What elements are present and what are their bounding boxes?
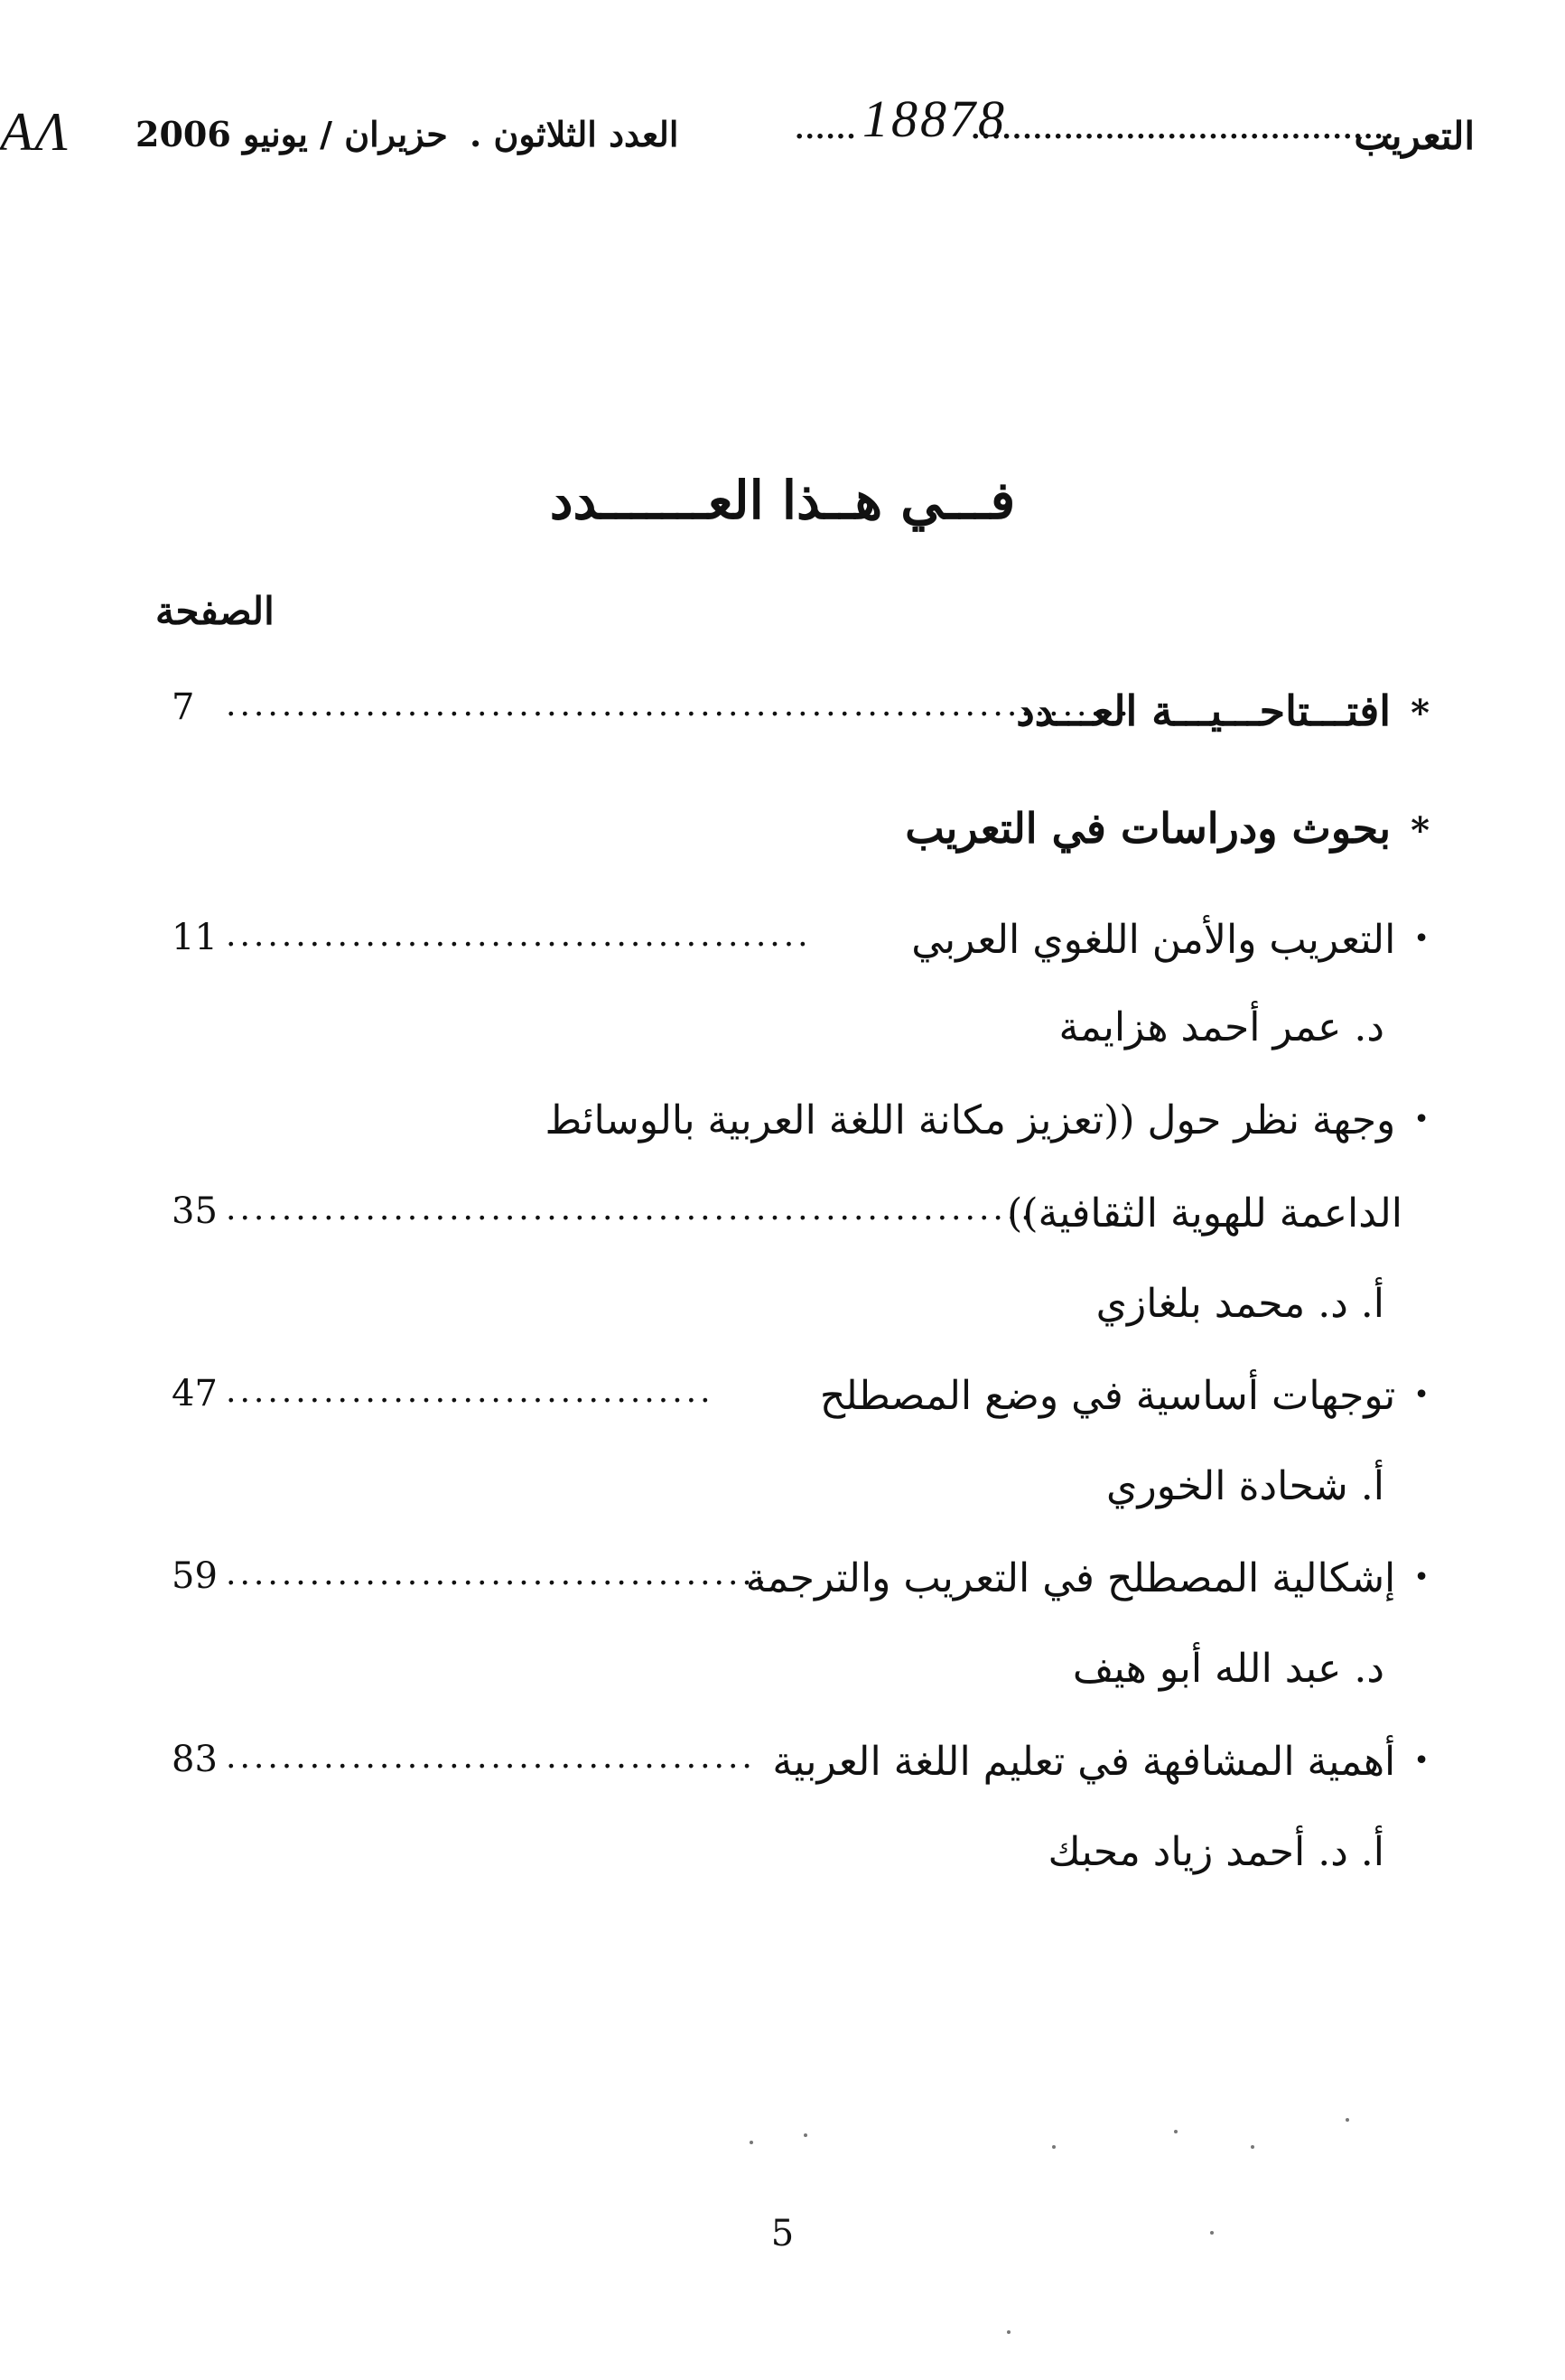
- toc-entry-title: •أهمية المشافهة في تعليم اللغة العربية: [772, 1739, 1430, 1785]
- toc-entry: [172, 917, 1430, 980]
- header-issue: العدد الثلاثون .: [470, 114, 679, 154]
- scan-speck: [1174, 2130, 1178, 2133]
- dot-leader: .................................................................: [226, 686, 1132, 723]
- scan-speck: [1346, 2118, 1349, 2122]
- toc-entry-continuation: [172, 1190, 1430, 1254]
- dot-leader: .......................................: [226, 1555, 770, 1592]
- handwritten-corner-note: ΑΛ: [0, 102, 70, 162]
- header-date: حزيران / يونيو 2006: [135, 114, 448, 154]
- toc-entry-author: أ. د. أحمد زياد محبك: [1048, 1829, 1384, 1875]
- header-leader-right: .........................................: [971, 114, 1395, 145]
- scan-speck: [1251, 2145, 1254, 2149]
- toc-entry: [172, 1555, 1430, 1619]
- page-number: 11: [172, 917, 218, 958]
- header-journal-name: التعريب: [1354, 114, 1475, 158]
- page-number: 59: [172, 1555, 218, 1597]
- asterisk-marker: *: [1411, 809, 1430, 852]
- toc-entry: [172, 1373, 1430, 1436]
- handwritten-accession-number: 18878: [862, 89, 1007, 148]
- dot-leader: ...................................: [226, 1373, 714, 1410]
- toc-entry-title: •التعريب والأمن اللغوي العربي: [911, 917, 1430, 963]
- scan-speck: [1052, 2145, 1056, 2149]
- page-number: 83: [172, 1739, 218, 1780]
- toc-entry: [172, 1739, 1430, 1802]
- toc-entry: [172, 1097, 1430, 1161]
- dot-leader: ..........................................: [226, 917, 812, 954]
- toc-entry-author: د. عمر أحمد هزايمة: [1058, 1004, 1384, 1050]
- toc-entry-author: د. عبد الله أبو هيف: [1072, 1646, 1384, 1692]
- section-heading-text: *بحوث ودراسات في التعريب: [905, 804, 1430, 853]
- dot-leader: ......................................: [226, 1739, 756, 1776]
- toc-entry-editorial: [172, 686, 1430, 750]
- toc-entry-title: •وجهة نظر حول ((تعزيز مكانة اللغة العربية بالوسائط: [545, 1097, 1430, 1143]
- toc-entry-title: الداعمة للهوية الثقافية)): [1007, 1190, 1402, 1237]
- toc-entry-title: •توجهات أساسية في وضع المصطلح: [819, 1373, 1430, 1419]
- bullet-marker: •: [1413, 1745, 1430, 1777]
- bullet-marker: •: [1413, 1562, 1430, 1593]
- header-leader-left: ......: [795, 114, 857, 145]
- toc-entry-title: *افتـــتاحـــيـــة العـــدد: [1016, 686, 1430, 735]
- page-column-label: الصفحة: [155, 589, 275, 633]
- toc-entry-title: •إشكالية المصطلح في التعريب والترجمة: [745, 1555, 1430, 1601]
- bullet-marker: •: [1413, 923, 1430, 955]
- running-header: [0, 89, 1565, 173]
- page-number: 7: [172, 686, 195, 728]
- toc-title: فـــي هــذا العـــــــدد: [549, 470, 1016, 531]
- scan-speck: [1210, 2231, 1214, 2235]
- dot-leader: ..........................................................: [226, 1190, 1035, 1227]
- scan-speck: [750, 2141, 753, 2144]
- page-folio: 5: [770, 2213, 795, 2254]
- toc-entry-author: أ. شحادة الخوري: [1106, 1463, 1384, 1509]
- bullet-marker: •: [1413, 1104, 1430, 1135]
- asterisk-marker: *: [1411, 692, 1430, 734]
- toc-section-heading: [172, 804, 1430, 867]
- page-number: 47: [172, 1373, 218, 1414]
- scan-speck: [1007, 2330, 1011, 2334]
- bullet-marker: •: [1413, 1379, 1430, 1411]
- page-number: 35: [172, 1190, 218, 1232]
- scan-speck: [804, 2133, 807, 2137]
- toc-entry-author: أ. د. محمد بلغازي: [1095, 1281, 1384, 1327]
